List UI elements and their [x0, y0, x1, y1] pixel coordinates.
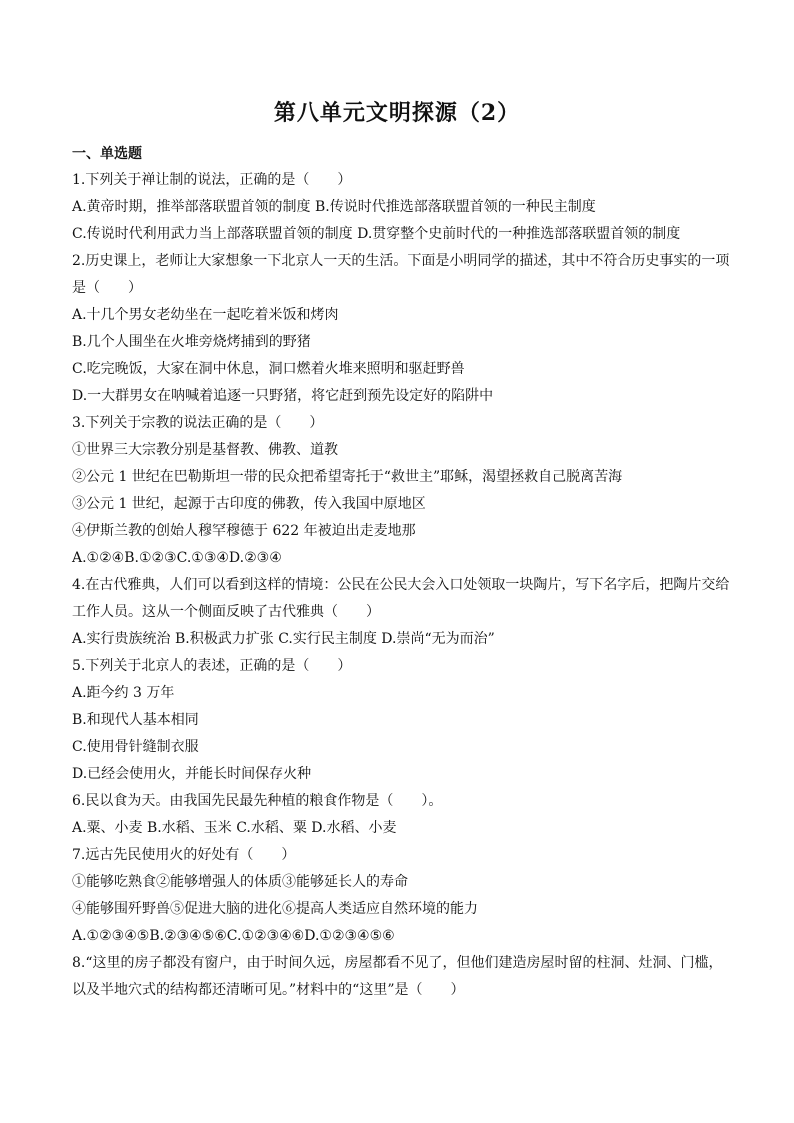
text-line: 4.在古代雅典，人们可以看到这样的情境：公民在公民大会入口处领取一块陶片，写下名字后，把陶片交给: [72, 577, 730, 593]
text-line: 7.远古先民使用火的好处有（ ）: [72, 847, 296, 863]
text-line: D.一大群男女在呐喊着追逐一只野猪，将它赶到预先设定好的陷阱中: [72, 388, 494, 404]
text-line: 以及半地穴式的结构都还清晰可见。”材料中的“这里”是（ ）: [72, 982, 465, 998]
text-line: A.十几个男女老幼坐在一起吃着米饭和烤肉: [72, 307, 339, 323]
text-line: ①能够吃熟食②能够增强人的体质③能够延长人的寿命: [72, 874, 408, 890]
text-line: ①世界三大宗教分别是基督教、佛教、道教: [72, 442, 338, 458]
text-line: C.传说时代利用武力当上部落联盟首领的制度 D.贯穿整个史前时代的一种推选部落联盟首领的制度: [72, 226, 681, 242]
text-line: A.黄帝时期，推举部落联盟首领的制度 B.传说时代推选部落联盟首领的一种民主制度: [72, 199, 596, 215]
text-line: A.粟、小麦 B.水稻、玉米 C.水稻、粟 D.水稻、小麦: [72, 820, 397, 836]
text-line: 2.历史课上，老师让大家想象一下北京人一天的生活。下面是小明同学的描述，其中不符合历史事实的一项: [72, 253, 730, 269]
text-line: ④能够围歼野兽⑤促进大脑的进化⑥提高人类适应自然环境的能力: [72, 901, 478, 917]
text-line: 是（ ）: [72, 280, 142, 296]
text-line: C.吃完晚饭，大家在洞中休息，洞口燃着火堆来照明和驱赶野兽: [72, 361, 465, 377]
text-line: B.和现代人基本相同: [72, 712, 199, 728]
text-line: C.使用骨针缝制衣服: [72, 739, 199, 755]
text-line: 1.下列关于禅让制的说法，正确的是（ ）: [72, 172, 352, 188]
text-line: D.已经会使用火，并能长时间保存火种: [72, 766, 312, 782]
text-line: 5.下列关于北京人的表述，正确的是（ ）: [72, 658, 352, 674]
text-line: 工作人员。这从一个侧面反映了古代雅典（ ）: [72, 604, 380, 620]
text-line: A.实行贵族统治 B.积极武力扩张 C.实行民主制度 D.崇尚“无为而治”: [72, 631, 495, 647]
text-line: ④伊斯兰教的创始人穆罕穆德于 622 年被迫出走麦地那: [72, 523, 416, 539]
text-line: A.①②④B.①②③C.①③④D.②③④: [72, 550, 282, 566]
text-line: A.距今约 3 万年: [72, 685, 175, 701]
text-line: ②公元 1 世纪在巴勒斯坦一带的民众把希望寄托于“救世主”耶稣，渴望拯救自己脱离苦海: [72, 469, 623, 485]
text-line: ③公元 1 世纪，起源于古印度的佛教，传入我国中原地区: [72, 496, 426, 512]
text-line: 6.民以食为天。由我国先民最先种植的粮食作物是（ ）。: [72, 793, 443, 809]
document-title: 第八单元文明探源（2）: [273, 100, 521, 126]
section-heading: 一、单选题: [72, 146, 142, 162]
text-line: B.几个人围坐在火堆旁烧烤捕到的野猪: [72, 334, 311, 350]
text-line: A.①②③④⑤B.②③④⑤⑥C.①②③④⑥D.①②③④⑤⑥: [72, 928, 395, 944]
text-line: 8.“这里的房子都没有窗户，由于时间久远，房屋都看不见了，但他们建造房屋时留的柱洞、灶洞、门槛，: [72, 955, 723, 971]
text-line: 3.下列关于宗教的说法正确的是（ ）: [72, 415, 324, 431]
question-list: [72, 167, 732, 1004]
